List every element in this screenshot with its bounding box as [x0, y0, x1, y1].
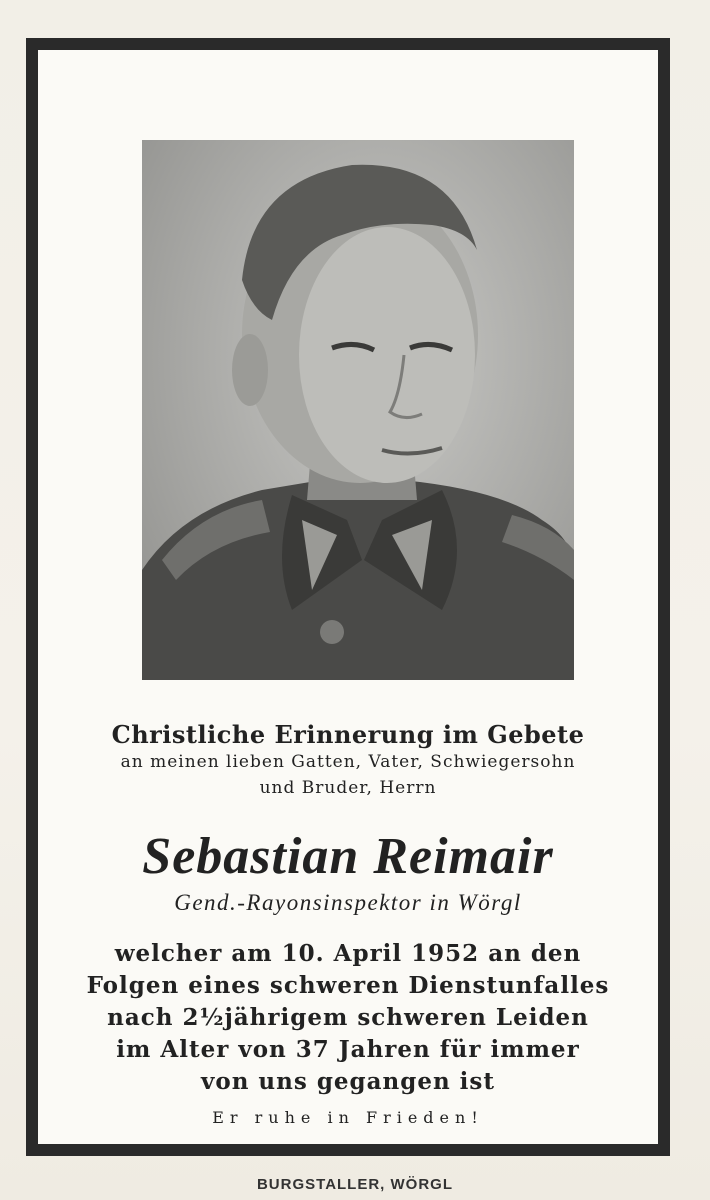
dedication-line-1: an meinen lieben Gatten, Vater, Schwiegersohn	[120, 752, 576, 772]
body-line: von uns gegangen ist	[200, 1068, 495, 1095]
body-line: im Alter von 37 Jahren für immer	[116, 1036, 580, 1063]
prayer-line: Er ruhe in Frieden!	[212, 1108, 484, 1127]
memorial-text	[38, 710, 658, 1127]
deceased-name: Sebastian Reimair	[142, 828, 554, 885]
body-line: welcher am 10. April 1952 an den	[114, 940, 582, 967]
body-line: nach 2½jährigem schweren Leiden	[107, 1004, 589, 1031]
portrait-photo	[142, 140, 574, 680]
body-line: Folgen eines schweren Dienstunfalles	[86, 972, 610, 999]
deceased-title: Gend.-Rayonsinspektor in Wörgl	[174, 890, 522, 915]
dedication-line-2: und Bruder, Herrn	[259, 778, 437, 798]
black-border-frame	[26, 38, 670, 1156]
heading: Christliche Erinnerung im Gebete	[111, 720, 585, 749]
portrait-illustration	[142, 140, 574, 680]
printer-imprint: BURGSTALLER, WÖRGL	[256, 1176, 454, 1193]
